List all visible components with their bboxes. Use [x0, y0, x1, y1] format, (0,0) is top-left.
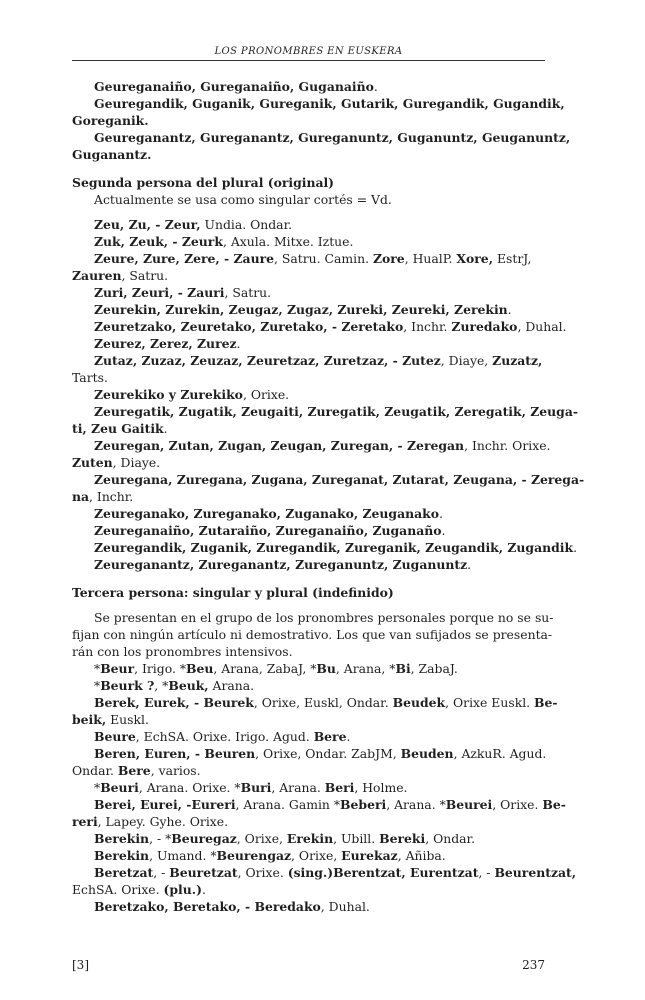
text-run: , Orixe.: [237, 865, 288, 880]
bold-term: Beri: [324, 780, 355, 795]
text-line: [72, 78, 545, 95]
bold-term: ti, Zeu Gaitik: [72, 421, 164, 436]
text-line: [72, 762, 545, 779]
text-run: , Duhal.: [517, 319, 567, 334]
text-line: [72, 267, 545, 284]
text-line: [72, 830, 545, 847]
bold-term: Beu: [186, 661, 214, 676]
bold-term: Bereki: [379, 831, 426, 846]
bold-term: Geuregandik, Guganik, Gureganik, Gutarik, Guregandik, Gugandik,: [94, 96, 565, 111]
bold-term: Beretzat: [94, 865, 154, 880]
bold-term: Zeureganaiño, Zutaraiño, Zureganaiño, Zuganaño: [94, 523, 442, 538]
bold-term: Beurei: [445, 797, 493, 812]
bold-term: Zuri, Zeuri, - Zauri: [94, 285, 225, 300]
bold-term: Beure: [94, 729, 136, 744]
text-line: [72, 864, 577, 881]
text-line: [72, 626, 553, 643]
bold-term: Beuretzat: [169, 865, 238, 880]
text-run: Undia. Ondar.: [200, 217, 293, 232]
text-run: , Orixe.: [242, 387, 290, 402]
text-line: [72, 420, 545, 437]
text-run: , *: [154, 678, 169, 693]
bold-term: Zeurez, Zerez, Zurez: [94, 336, 237, 351]
bold-term: Tercera persona: singular y plural (indefinido): [72, 585, 394, 600]
text-line: [72, 660, 545, 677]
text-line: [72, 369, 545, 386]
text-run: .: [201, 882, 206, 897]
text-run: Euskl.: [106, 712, 149, 727]
text-line: [72, 112, 545, 129]
text-run: EchSA. Orixe.: [72, 882, 164, 897]
text-line: [72, 711, 545, 728]
text-run: Ondar.: [72, 763, 118, 778]
text-run: , Inchr. Orixe.: [464, 438, 551, 453]
bold-term: Bu: [316, 661, 336, 676]
text-run: , -: [478, 865, 495, 880]
text-run: , Ubill.: [333, 831, 380, 846]
bold-term: Zeurekiko y Zurekiko: [94, 387, 243, 402]
text-run: , Orixe,: [236, 831, 287, 846]
text-line: [72, 556, 545, 573]
text-run: , Arana.: [271, 780, 325, 795]
bold-term: Zeurekin, Zurekin, Zeugaz, Zugaz, Zureki, Zeureki, Zerekin: [94, 302, 508, 317]
text-run: , -: [153, 865, 170, 880]
text-line: [72, 233, 545, 250]
text-line: [72, 609, 554, 626]
text-line: [72, 745, 545, 762]
text-run: , Diaye.: [112, 455, 161, 470]
text-line: [72, 813, 545, 830]
text-run: , Añiba.: [397, 848, 446, 863]
text-run: , Lapey. Gyhe. Orixe.: [97, 814, 229, 829]
bold-term: Zutaz, Zuzaz, Zeuzaz, Zeuretzaz, Zuretzaz, - Zutez: [94, 353, 441, 368]
text-run: *: [94, 661, 101, 676]
bold-term: (plu.): [163, 882, 202, 897]
bold-term: Zeuregan, Zutan, Zugan, Zeugan, Zuregan, - Zeregan: [94, 438, 465, 453]
bold-term: Be-: [542, 797, 566, 812]
bold-term: Zeu, Zu, - Zeur,: [94, 217, 201, 232]
bold-term: Beren, Euren, - Beuren: [94, 746, 256, 761]
bold-term: Xore,: [456, 251, 494, 266]
text-run: , Arana. Gamin *: [235, 797, 341, 812]
text-run: , EchSA. Orixe. Irigo. Agud.: [135, 729, 314, 744]
bold-term: reri: [72, 814, 98, 829]
text-run: , Arana, *: [335, 661, 396, 676]
bold-term: Zeuregatik, Zugatik, Zeugaiti, Zuregatik, Zeugatik, Zeregatik, Zeuga-: [94, 404, 578, 419]
text-run: Actualmente se usa como singular cortés = Vd.: [94, 192, 392, 207]
bold-term: Berek, Eurek, - Beurek: [94, 695, 254, 710]
text-run: .: [573, 540, 578, 555]
text-run: , Orixe Euskl.: [445, 695, 535, 710]
text-run: , Arana. Orixe. *: [138, 780, 241, 795]
bold-term: Beurk ?: [100, 678, 155, 693]
text-line: [72, 488, 545, 505]
bold-term: Beberi: [340, 797, 387, 812]
text-run: .: [236, 336, 241, 351]
page-body: [72, 78, 585, 915]
text-run: , Umand. *: [149, 848, 217, 863]
text-line: [72, 898, 545, 915]
bold-term: Zauren: [72, 268, 122, 283]
text-line: [72, 728, 545, 745]
text-line: [72, 318, 567, 335]
text-run: Arana.: [208, 678, 255, 693]
text-run: Tarts.: [72, 370, 108, 385]
text-run: EstrJ,: [493, 251, 532, 266]
bold-term: Zeure, Zure, Zere, - Zaure: [94, 251, 274, 266]
text-run: .: [373, 79, 378, 94]
bold-term: Berei, Eurei, -Eureri: [94, 797, 236, 812]
text-run: , Satru. Camin.: [274, 251, 373, 266]
text-run: .: [346, 729, 351, 744]
bold-term: Zeureganantz, Zureganantz, Zureganuntz, Zuganuntz: [94, 557, 468, 572]
bold-term: Zuk, Zeuk, - Zeurk: [94, 234, 223, 249]
text-run: , Ondar.: [425, 831, 476, 846]
text-line: [72, 847, 545, 864]
page-number: 237: [522, 958, 545, 972]
bold-term: Beuregaz: [171, 831, 237, 846]
text-run: *: [94, 678, 101, 693]
bold-term: Geureganaiño, Gureganaiño, Guganaiño: [94, 79, 374, 94]
text-run: , Orixe, Euskl, Ondar.: [253, 695, 393, 710]
text-line: [72, 437, 551, 454]
text-line: [72, 335, 545, 352]
text-line: [72, 95, 565, 112]
section-heading: [72, 174, 545, 191]
bold-term: Bere: [313, 729, 347, 744]
bold-term: Goreganik.: [72, 113, 149, 128]
text-run: , Orixe, Ondar. ZabJM,: [255, 746, 401, 761]
bold-term: na: [72, 489, 90, 504]
text-line: [72, 539, 578, 556]
bold-term: beik,: [72, 712, 107, 727]
text-run: fijan con ningún artículo ni demostrativo. Los que van sufijados se presenta-: [72, 627, 553, 642]
bold-term: Be-: [534, 695, 558, 710]
bold-term: Guganantz.: [72, 147, 152, 162]
text-run: , Satru.: [224, 285, 272, 300]
text-run: , Orixe.: [492, 797, 543, 812]
text-run: , Diaye,: [440, 353, 493, 368]
text-line: [72, 779, 545, 796]
text-run: , Inchr.: [403, 319, 452, 334]
bold-term: Zeuretzako, Zeuretako, Zuretako, - Zeretako: [94, 319, 404, 334]
text-line: [72, 352, 545, 369]
text-run: , Satru.: [121, 268, 169, 283]
bold-term: Beur: [100, 661, 135, 676]
text-run: , ZabaJ.: [410, 661, 458, 676]
bold-term: Zeuregana, Zuregana, Zugana, Zureganat, Zutarat, Zeugana, - Zerega-: [94, 472, 585, 487]
bold-term: Erekin: [286, 831, 334, 846]
text-run: , AzkuR. Agud.: [453, 746, 547, 761]
text-line: [72, 129, 571, 146]
text-line: [72, 643, 545, 660]
bold-term: Zeuregandik, Zuganik, Zuregandik, Zureganik, Zeugandik, Zugandik: [94, 540, 574, 555]
bold-term: Bere: [117, 763, 151, 778]
text-line: [72, 881, 545, 898]
bold-term: Beudek: [392, 695, 446, 710]
text-run: , Inchr.: [89, 489, 134, 504]
text-run: .: [507, 302, 512, 317]
bold-term: Zore: [372, 251, 405, 266]
bold-term: Beurentzat,: [494, 865, 577, 880]
text-run: , Duhal.: [320, 899, 370, 914]
text-run: , Axula. Mitxe. Iztue.: [222, 234, 354, 249]
text-run: *: [94, 780, 101, 795]
text-run: , Irigo. *: [134, 661, 187, 676]
text-run: .: [441, 523, 446, 538]
text-line: [72, 191, 545, 208]
bold-term: Zuten: [72, 455, 113, 470]
text-run: rán con los pronombres intensivos.: [72, 644, 293, 659]
bold-term: Eurekaz: [341, 848, 398, 863]
header-rule: [72, 60, 545, 61]
text-line: [72, 522, 545, 539]
bold-term: Zuredako: [451, 319, 518, 334]
text-run: .: [439, 506, 443, 521]
text-line: [72, 284, 545, 301]
text-line: [72, 796, 566, 813]
text-run: , Arana, ZabaJ, *: [213, 661, 317, 676]
text-line: [72, 386, 545, 403]
bold-term: Beuden: [400, 746, 454, 761]
bold-term: Zuzatz,: [492, 353, 543, 368]
section-heading: [72, 584, 545, 601]
text-line: [72, 677, 545, 694]
bold-term: Buri: [240, 780, 272, 795]
bold-term: Berekin: [94, 831, 150, 846]
text-run: , Holme.: [354, 780, 408, 795]
text-line: [72, 454, 545, 471]
text-run: , Arana. *: [386, 797, 446, 812]
text-line: [72, 301, 545, 318]
text-run: , Orixe,: [291, 848, 342, 863]
bold-term: Bi: [395, 661, 411, 676]
text-run: , - *: [149, 831, 172, 846]
section-number: [3]: [72, 958, 89, 972]
bold-term: Geureganantz, Gureganantz, Gureganuntz, Guganuntz, Geuganuntz,: [94, 130, 571, 145]
bold-term: Beuri: [100, 780, 139, 795]
running-header: LOS PRONOMBRES EN EUSKERA: [214, 46, 403, 57]
bold-term: Berekin: [94, 848, 150, 863]
text-run: , HualP.: [404, 251, 457, 266]
text-run: .: [467, 557, 472, 572]
text-line: [72, 146, 545, 163]
text-run: .: [163, 421, 168, 436]
text-line: [72, 694, 558, 711]
text-line: [72, 403, 578, 420]
text-run: Se presentan en el grupo de los pronombres personales porque no se su-: [94, 610, 554, 625]
text-line: [72, 505, 545, 522]
text-line: [72, 216, 545, 233]
bold-term: Segunda persona del plural (original): [72, 175, 335, 190]
text-line: [72, 471, 585, 488]
text-line: [72, 250, 545, 267]
bold-term: (sing.)Berentzat, Eurentzat: [287, 865, 479, 880]
bold-term: Beurengaz: [216, 848, 292, 863]
text-run: , varios.: [150, 763, 201, 778]
bold-term: Zeureganako, Zureganako, Zuganako, Zeuganako: [94, 506, 440, 521]
bold-term: Beuk,: [168, 678, 209, 693]
bold-term: Beretzako, Beretako, - Beredako: [94, 899, 321, 914]
